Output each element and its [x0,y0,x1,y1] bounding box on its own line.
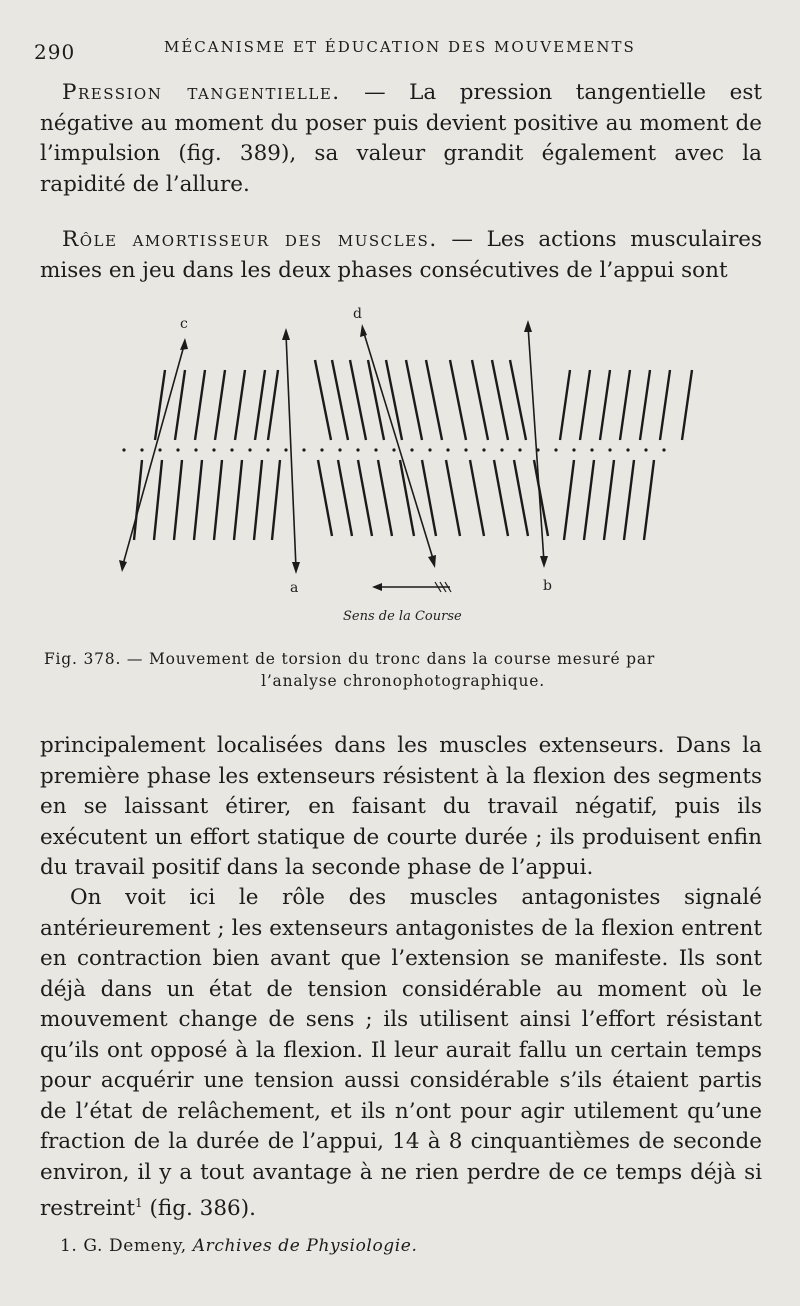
axis-dot [410,448,413,451]
paragraph-2-text: On voit ici le rôle des muscles antagonistes signalé antérieurement ; les extenseurs antagonistes de la flexion entrent en contraction bien avant que l’extension se manifeste. Ils sont déjà dans un état de tension considérable au moment où le mouvement change de sens ; ils utilisent ainsi l’effort résistant qu’ils ont opposé à la flexion. Il leur aurait fallu un certain temps pour acquérir une tension aussi considérable s’ils étaient partis de l’état de relâchement, et ils n’ont pour agir utilement qu’une fraction de la durée de l’appui, 14 à 8 cinquantièmes de seconde environ, il y a tout avantage à ne rien perdre de ce temps déjà si restreint [40,885,762,1222]
lower-stroke [446,460,460,536]
lower-stroke [470,460,484,536]
axis-dot [644,448,647,451]
direction-arrowhead-icon [372,583,382,591]
section-text: La pression tangentielle est négative au moment du poser puis devient positive au moment de l’impulsion (fig. 389), sa valeur grandit également avec la rapidité de l’allure. [40,80,763,197]
running-title: MÉCANISME ET ÉDUCATION DES MOUVEMENTS [164,38,636,56]
axis-dot [482,448,485,451]
footnote-number: 1. [60,1236,78,1256]
axis-dot [122,448,125,451]
lower-stroke [254,460,262,540]
label-d: d [353,306,362,322]
page-number: 290 [34,40,76,64]
lower-stroke [624,460,634,540]
upper-stroke [640,370,650,440]
axis-c-arrowhead [180,338,188,350]
upper-stroke [235,370,245,440]
axis-a-top-arrowhead [282,328,290,340]
upper-stroke [406,360,422,440]
upper-stroke [426,360,442,440]
axis-dot [194,448,197,451]
section-text: Les actions musculaires mises en jeu dans les deux phases consécutives de l’appui sont [40,227,762,283]
lower-stroke [154,460,162,540]
upper-stroke [215,370,225,440]
section-role-amortisseur [40,225,762,286]
upper-stroke [580,370,590,440]
section-heading: Rôle amortisseur des muscles. [62,227,438,252]
lower-stroke [584,460,594,540]
paragraph-1: principalement localisées dans les muscles extenseurs. Dans la première phase les extenseurs résistent à la flexion des segments en se laissant étirer, en faisant du travail négatif, puis ils exécutent un effort statique de courte durée ; ils produisent enfin du travail positif dans la seconde phase de l’appui. [40,733,762,880]
upper-stroke [620,370,630,440]
upper-stroke [195,370,205,440]
axis-dot [464,448,467,451]
axis-dot [626,448,629,451]
lower-stroke [604,460,614,540]
upper-stroke [450,360,466,440]
axis-d-bottom-arrowhead [428,555,436,568]
axis-dot [140,448,143,451]
lower-stroke [318,460,332,536]
upper-stroke-series [155,360,692,440]
caption-line-1: Fig. 378. — Mouvement de torsion du tronc dans la course mesuré par [44,650,656,668]
section-heading: Pression tangentielle. [62,80,341,105]
upper-stroke [682,370,692,440]
axis-b-top-arrowhead [524,320,532,332]
axis-dot [500,448,503,451]
upper-stroke [492,360,508,440]
figure-legend: Sens de la Course [343,609,462,624]
axis-b-bottom-arrowhead [540,556,548,568]
footnote-reference: 1 [135,1196,143,1210]
label-b: b [543,578,552,594]
lower-stroke [564,460,574,540]
axis-dot [374,448,377,451]
upper-stroke [386,360,402,440]
torsion-diagram [110,300,700,630]
footnote-author: G. Demeny, [77,1236,193,1256]
upper-stroke [315,360,331,440]
axis-d-top-arrowhead [360,324,367,337]
axis-dot [302,448,305,451]
axis-dot [320,448,323,451]
axis-dot [428,448,431,451]
lower-stroke [494,460,508,536]
upper-stroke [332,360,348,440]
upper-stroke [268,370,278,440]
axis-dot [176,448,179,451]
upper-stroke [350,360,366,440]
axis-dot [446,448,449,451]
axis-dot [284,448,287,451]
dotted-axis-line [122,448,665,451]
axis-dot [572,448,575,451]
axis-a-bottom-arrowhead [292,562,300,574]
label-c: c [180,316,188,332]
axis-dot [590,448,593,451]
lower-stroke [514,460,528,536]
lower-stroke [214,460,222,540]
footnote-source: Archives de Physiologie. [192,1236,418,1256]
axis-dot [662,448,665,451]
caption-line-2: l’analyse chronophotographique. [261,672,545,690]
axis-dot [392,448,395,451]
lower-stroke [644,460,654,540]
axis-dot [338,448,341,451]
paragraph-2 [40,883,762,1225]
direction-arrow-fletching-icon [435,582,451,592]
axis-a-line [286,334,296,568]
upper-stroke [600,370,610,440]
lower-stroke [422,460,436,536]
figure-caption [44,648,762,692]
lower-stroke-series [134,460,654,540]
lower-stroke [174,460,182,540]
axis-dot [608,448,611,451]
lower-stroke [378,460,392,536]
em-dash: — [340,80,410,105]
em-dash: — [437,227,487,252]
section-pression-tangentielle [40,78,762,200]
axis-c-tail-arrowhead [119,560,127,572]
lower-stroke [358,460,372,536]
lower-stroke [234,460,242,540]
axis-dot [518,448,521,451]
axis-dot [356,448,359,451]
lower-stroke [338,460,352,536]
lower-stroke [272,460,280,540]
upper-stroke [660,370,670,440]
axis-d-line [363,330,434,562]
axis-dot [158,448,161,451]
axis-dot [554,448,557,451]
axis-dot [266,448,269,451]
figure-378 [110,300,700,630]
upper-stroke [560,370,570,440]
axis-dot [248,448,251,451]
upper-stroke [175,370,185,440]
page-header [34,34,760,64]
footnote [60,1236,417,1256]
upper-stroke [510,360,526,440]
axis-dot [230,448,233,451]
lower-stroke [194,460,202,540]
axis-dot [212,448,215,451]
upper-stroke [472,360,488,440]
axis-b-line [528,326,544,562]
paragraph-2-tail: (fig. 386). [142,1196,256,1222]
upper-stroke [255,370,265,440]
label-a: a [290,580,299,596]
